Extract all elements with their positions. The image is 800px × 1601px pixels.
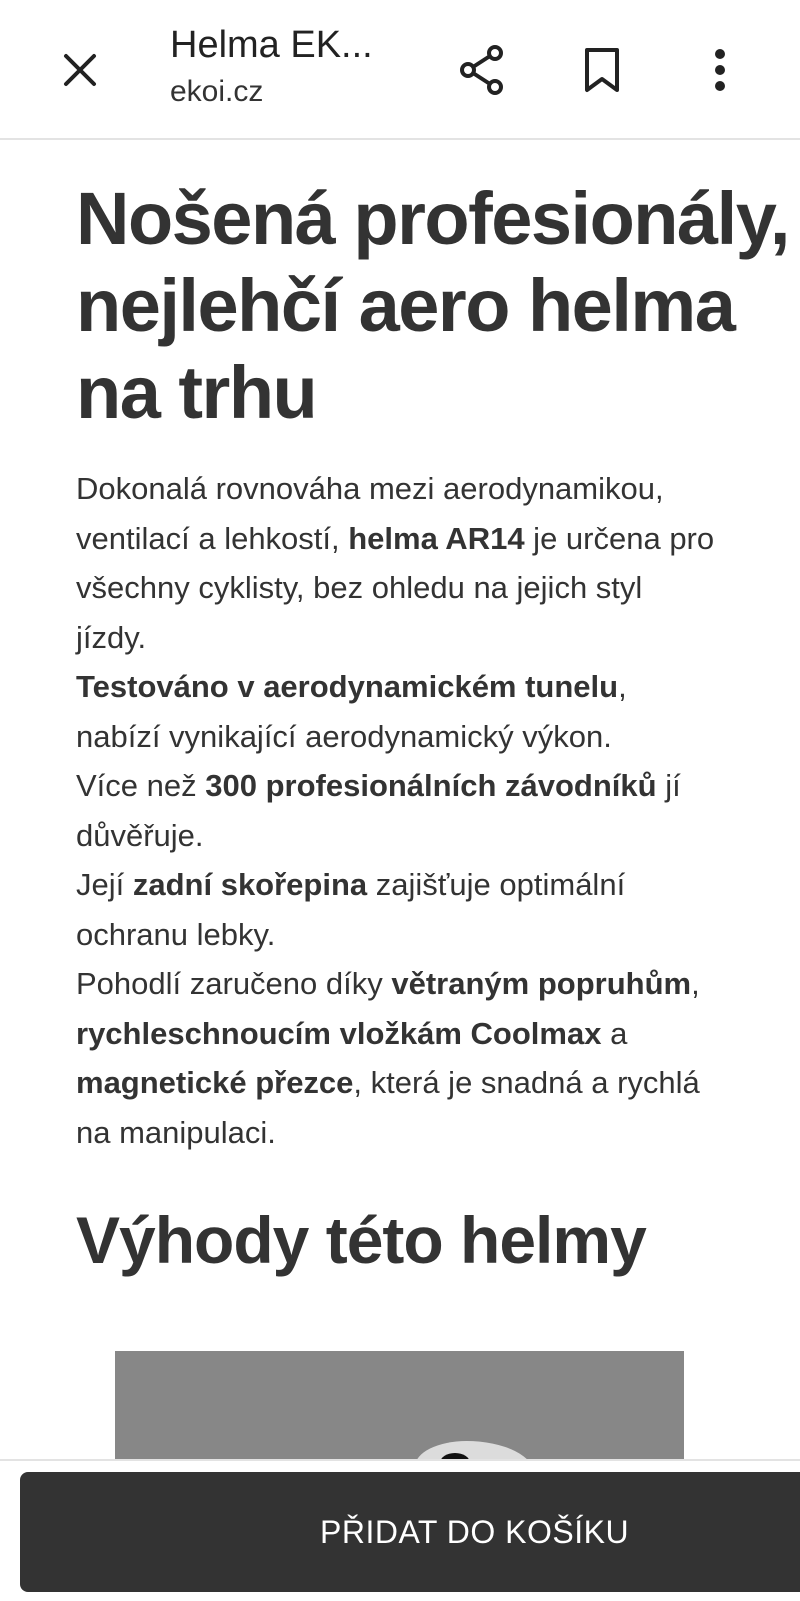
desc-text: Více než — [76, 768, 206, 803]
desc-text: Pohodlí zaručeno díky — [76, 966, 392, 1001]
desc-bold: helma AR14 — [348, 520, 525, 556]
close-button[interactable] — [56, 46, 104, 94]
desc-text: a — [601, 1015, 628, 1051]
share-button[interactable] — [456, 44, 508, 96]
desc-text: , nabízí vynikající aerodynamický výkon. — [76, 669, 627, 754]
desc-text: , — [691, 966, 700, 1001]
add-to-cart-button[interactable]: PŘIDAT DO KOŠÍKU — [20, 1472, 800, 1592]
product-headline: Nošená profesionály, nejlehčí aero helma na trhu — [76, 177, 789, 434]
product-image — [115, 1351, 684, 1461]
desc-text: jí důvěřuje. — [76, 768, 681, 853]
page-title-block — [170, 22, 420, 112]
desc-text: Její — [76, 867, 133, 902]
desc-text: Dokonalá rovnováha mezi aerodynamikou, ventilací a lehkostí, — [76, 471, 664, 556]
more-options-button[interactable] — [700, 44, 740, 96]
desc-text: zajišťuje optimální ochranu lebky. — [76, 867, 626, 952]
desc-bold: 300 profesionálních závodníků — [205, 768, 657, 803]
bottom-action-bar — [0, 1459, 800, 1601]
share-icon — [458, 44, 506, 96]
desc-text: je určena pro všechny cyklisty, bez ohledu na jejich styl jízdy. — [76, 520, 715, 655]
close-icon — [62, 52, 98, 88]
desc-bold: Testováno v aerodynamickém tunelu — [76, 669, 619, 704]
helmet-image-shape — [415, 1441, 535, 1461]
desc-bold: magnetické přezce — [76, 1065, 354, 1100]
section-heading-benefits: Výhody této helmy — [76, 1203, 646, 1277]
desc-bold: zadní skořepina — [132, 867, 368, 902]
browser-toolbar — [0, 0, 800, 140]
desc-text: , která je snadná a rychlá na manipulaci. — [76, 1065, 700, 1150]
desc-bold: rychleschnoucím vložkám Coolmax — [76, 1015, 602, 1051]
product-description-text — [76, 464, 716, 1157]
product-description — [76, 175, 800, 1157]
page-title: Helma EK... — [170, 24, 373, 66]
bookmark-icon — [583, 46, 621, 94]
page-domain: ekoi.cz — [170, 75, 264, 108]
more-vertical-icon — [713, 48, 727, 92]
desc-bold: větraným popruhům — [391, 966, 692, 1001]
bookmark-button[interactable] — [576, 44, 628, 96]
